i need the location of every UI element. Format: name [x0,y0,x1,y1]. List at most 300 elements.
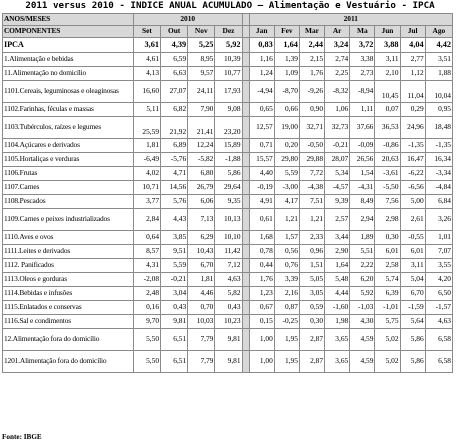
spacer-cell [242,273,249,287]
value-cell [425,301,452,315]
value-text: 0,87 [284,302,298,312]
value-cell [400,351,425,373]
value-cell [133,209,160,231]
value-cell [274,67,299,81]
value-cell [161,38,188,53]
value-text: -1,59 [408,302,424,312]
value-cell [188,259,215,273]
header-row-months [3,26,453,38]
value-text: 2,74 [335,54,349,64]
value-cell [274,209,299,231]
value-cell [249,329,274,351]
value-cell [161,167,188,181]
value-text: -4,84 [435,182,451,192]
value-cell [161,273,188,287]
value-text: -0,50 [307,140,324,150]
component-label: 11.Alimentação no domicílio [3,67,134,81]
value-text: 0,83 [258,39,273,49]
value-text: 8,95 [200,54,214,64]
value-cell [249,167,274,181]
value-cell [274,259,299,273]
value-text: 6,50 [438,288,451,298]
value-text: 3,51 [438,54,451,64]
value-text: 3,44 [335,232,349,242]
spacer-cell [242,167,249,181]
value-text: -3,61 [383,168,399,178]
value-text: 0,95 [438,104,451,114]
value-cell [325,81,350,103]
value-cell [350,209,375,231]
value-text: 5,82 [227,288,241,298]
value-cell [274,53,299,67]
value-text: 0,78 [259,246,273,256]
value-cell [274,139,299,153]
value-text: 4,71 [173,168,187,178]
value-text: 5,02 [385,334,399,344]
value-cell [274,315,299,329]
value-text: 3,11 [411,260,424,270]
table-row [3,139,453,153]
value-text: 19,00 [281,122,298,132]
value-text: 0,15 [259,316,273,326]
value-text: 0,65 [259,104,273,114]
value-cell [274,329,299,351]
value-cell [325,103,350,117]
value-cell [161,231,188,245]
value-text: 9,70 [146,316,160,326]
value-text: 4,91 [259,196,273,206]
value-text: 6,58 [438,334,451,344]
value-cell [249,231,274,245]
value-text: -9,26 [307,86,324,96]
value-cell [375,273,400,287]
table-row [3,38,453,53]
value-text: 0,90 [310,104,324,114]
value-text: 5,86 [227,168,241,178]
value-cell [375,287,400,301]
value-cell [188,329,215,351]
value-cell [350,287,375,301]
month-header-2011: Ago [425,26,452,38]
value-text: 4,17 [284,196,298,206]
value-text: 9,51 [173,246,187,256]
value-cell [274,273,299,287]
value-text: 6,20 [360,274,374,284]
value-cell [400,287,425,301]
value-cell [350,195,375,209]
value-text: 1,11 [360,104,374,114]
component-label: 1106.Frutas [3,167,134,181]
value-cell [215,273,242,287]
value-cell [350,81,375,103]
value-text: 7,56 [385,196,399,206]
value-cell [299,67,324,81]
value-text: 24,11 [197,86,214,96]
value-cell [274,301,299,315]
value-cell [133,273,160,287]
value-cell [188,245,215,259]
value-cell [215,209,242,231]
value-cell [375,153,400,167]
value-cell [425,287,452,301]
value-text: 6,80 [200,168,214,178]
value-cell [161,301,188,315]
value-text: 1,01 [438,232,451,242]
value-cell [325,259,350,273]
value-text: 0,07 [385,104,399,114]
value-text: 0,16 [146,302,160,312]
value-cell [375,181,400,195]
value-cell [325,231,350,245]
value-cell [299,117,324,139]
value-text: 12,24 [196,140,214,150]
value-text: 6,89 [173,140,187,150]
component-label: 1101.Cereais, leguminosas e oleaginosas [3,81,134,103]
value-text: 3,05 [310,288,324,298]
spacer-cell [242,117,249,139]
value-text: 15,57 [256,154,273,164]
value-text: 5,25 [198,39,214,49]
value-text: 6,01 [410,246,424,256]
component-label: 1112. Panificados [3,259,134,273]
table-row [3,195,453,209]
value-text: 1,21 [284,214,298,224]
value-cell [350,53,375,67]
value-text: 2,87 [310,334,324,344]
value-cell [400,315,425,329]
month-header-2010: Nov [188,26,215,38]
value-cell [400,67,425,81]
value-cell [350,259,375,273]
value-cell [299,259,324,273]
value-cell [400,38,425,53]
component-label: 1108.Pescados [3,195,134,209]
value-cell [161,245,188,259]
value-text: -6,49 [143,154,160,164]
value-text: 2,61 [410,214,424,224]
value-cell [274,81,299,103]
value-text: 9,81 [173,316,187,326]
spacer-cell [242,67,249,81]
value-cell [325,153,350,167]
value-cell [188,38,215,53]
value-cell [133,103,160,117]
value-cell [350,273,375,287]
month-header-2011: Jul [400,26,425,38]
value-text: 3,77 [146,196,160,206]
value-cell [425,259,452,273]
value-cell [161,139,188,153]
value-text: 4,61 [146,54,160,64]
value-text: -3,00 [282,182,298,192]
value-cell [249,38,274,53]
value-cell [400,181,425,195]
value-text: 5,74 [385,274,399,284]
value-text: 2,94 [360,214,374,224]
value-text: 4,39 [171,39,187,49]
value-cell [299,53,324,67]
value-text: 4,44 [335,288,349,298]
value-text: 0,56 [284,246,298,256]
value-text: 1,09 [284,68,298,78]
value-cell [350,329,375,351]
value-text: 11,04 [407,91,424,101]
value-cell [299,287,324,301]
value-cell [425,81,452,103]
month-header-2011: Jun [375,26,400,38]
value-text: 0,70 [200,302,214,312]
value-cell [249,287,274,301]
value-text: 7,79 [200,334,214,344]
value-cell [425,351,452,373]
value-text: 1,23 [259,288,273,298]
value-text: 7,72 [310,168,324,178]
value-cell [215,287,242,301]
value-cell [400,301,425,315]
value-text: 4,02 [146,168,160,178]
value-cell [188,287,215,301]
table-row [3,181,453,195]
value-cell [425,273,452,287]
value-text: 1,76 [310,68,324,78]
value-text: 1,98 [335,316,349,326]
value-text: 9,39 [335,196,349,206]
value-text: 0,96 [310,246,324,256]
value-text: -1,35 [408,140,424,150]
spacer-cell [242,209,249,231]
value-text: 1,76 [259,274,273,284]
value-cell [425,117,452,139]
component-label: 1105.Hortaliças e verduras [3,153,134,167]
value-text: -6,56 [408,182,424,192]
value-text: 4,04 [409,39,424,49]
value-text: 10,10 [223,232,241,242]
value-text: 9,57 [200,68,214,78]
value-cell [425,103,452,117]
value-text: -0,86 [383,140,399,150]
value-cell [325,53,350,67]
value-cell [133,231,160,245]
table-row [3,329,453,351]
value-cell [249,273,274,287]
value-cell [188,273,215,287]
spacer-cell [242,103,249,117]
value-cell [133,287,160,301]
value-text: -4,38 [307,182,324,192]
value-cell [375,38,400,53]
value-cell [375,117,400,139]
value-cell [215,259,242,273]
value-text: 9,35 [227,196,241,206]
value-cell [133,329,160,351]
value-cell [425,153,452,167]
value-text: 10,71 [142,182,160,192]
value-text: 1,12 [410,68,424,78]
value-cell [188,67,215,81]
spacer-cell [242,231,249,245]
value-cell [325,273,350,287]
spacer-cell [242,181,249,195]
value-cell [249,53,274,67]
value-cell [249,67,274,81]
value-cell [133,259,160,273]
value-cell [188,53,215,67]
value-text: 27,07 [169,86,187,96]
value-text: 5,86 [410,356,424,366]
value-text: 9,81 [227,356,241,366]
value-cell [400,259,425,273]
component-label: 1103.Tubérculos, raízes e legumes [3,117,134,139]
value-cell [249,259,274,273]
value-cell [188,103,215,117]
value-text: -5,76 [170,154,187,164]
value-cell [400,139,425,153]
value-cell [350,231,375,245]
value-cell [375,167,400,181]
component-label: 1102.Farinhas, féculas e massas [3,103,134,117]
value-cell [350,301,375,315]
value-text: 0,59 [310,302,324,312]
value-cell [215,38,242,53]
value-cell [350,117,375,139]
value-cell [215,103,242,117]
value-text: 0,71 [259,140,273,150]
value-cell [375,103,400,117]
value-cell [375,139,400,153]
value-text: 3,04 [173,288,187,298]
source-note: Fonte: IBGE [2,433,42,441]
value-text: 1,21 [310,214,324,224]
value-cell [299,181,324,195]
value-cell [133,315,160,329]
value-text: 6,70 [200,260,214,270]
value-cell [188,301,215,315]
value-text: 4,30 [360,316,374,326]
table-row [3,301,453,315]
value-text: 14,56 [169,182,187,192]
value-text: 17,93 [223,86,241,96]
value-cell [299,153,324,167]
spacer-cell [242,26,249,38]
year-2010-label: 2010 [133,14,242,26]
value-cell [274,117,299,139]
value-text: 4,46 [200,288,214,298]
value-text: 2,58 [385,260,399,270]
value-text: 3,65 [335,334,349,344]
value-text: 5,05 [310,274,324,284]
value-text: -5,50 [383,182,399,192]
value-text: 4,13 [146,68,160,78]
value-cell [249,195,274,209]
value-text: 10,39 [223,54,241,64]
spacer-cell [242,287,249,301]
value-text: 5,59 [284,168,298,178]
value-cell [274,167,299,181]
value-cell [188,81,215,103]
value-cell [425,53,452,67]
value-cell [375,231,400,245]
value-text: 6,82 [173,104,187,114]
value-text: 3,26 [438,214,451,224]
value-cell [299,273,324,287]
value-cell [400,273,425,287]
value-cell [325,167,350,181]
value-cell [274,38,299,53]
month-header-2011: Jan [249,26,274,38]
value-cell [274,351,299,373]
value-text: 5,92 [226,39,241,49]
value-text: 37,66 [356,122,374,132]
value-text: 16,34 [434,154,451,164]
value-text: 1,00 [259,334,273,344]
value-text: 0,67 [259,302,273,312]
value-text: -6,22 [408,168,424,178]
value-cell [375,259,400,273]
table-row [3,209,453,231]
value-text: 3,61 [144,39,160,49]
value-text: 24,96 [407,122,424,132]
value-text: 0,64 [146,232,160,242]
value-text: 6,59 [173,54,187,64]
value-cell [350,67,375,81]
value-text: 3,24 [333,39,349,49]
value-text: 0,30 [385,232,399,242]
table-row [3,259,453,273]
component-label: 1104.Açúcares e derivados [3,139,134,153]
value-text: 1,06 [335,104,349,114]
value-text: 1,00 [259,356,273,366]
value-text: 10,77 [223,68,241,78]
table-row [3,273,453,287]
value-text: 3,85 [173,232,187,242]
value-cell [133,301,160,315]
value-cell [400,117,425,139]
value-text: 2,98 [385,214,399,224]
value-cell [299,231,324,245]
value-text: -4,31 [357,182,374,192]
value-cell [274,245,299,259]
value-cell [215,245,242,259]
value-text: 8,57 [146,246,160,256]
value-cell [215,351,242,373]
value-text: 15,89 [223,140,241,150]
value-text: 10,04 [434,91,451,101]
value-cell [161,259,188,273]
value-text: 3,72 [358,39,374,49]
value-text: 7,07 [438,246,451,256]
value-text: 8,49 [360,196,374,206]
value-cell [425,167,452,181]
value-cell [249,181,274,195]
value-cell [215,195,242,209]
value-text: -1,60 [332,302,349,312]
component-label: 1116.Sal e condimentos [3,315,134,329]
value-text: 3,55 [438,260,451,270]
value-cell [400,103,425,117]
month-header-2011: Mar [299,26,324,38]
value-text: 1,81 [200,274,214,284]
spacer-cell [242,245,249,259]
value-text: 0,43 [227,302,241,312]
value-text: -1,57 [435,302,451,312]
value-text: 5,50 [146,334,160,344]
value-cell [133,195,160,209]
value-cell [375,81,400,103]
value-text: 6,29 [200,232,214,242]
value-text: 6,84 [438,196,451,206]
value-text: -4,94 [257,86,273,96]
component-label: 1107.Carnes [3,181,134,195]
